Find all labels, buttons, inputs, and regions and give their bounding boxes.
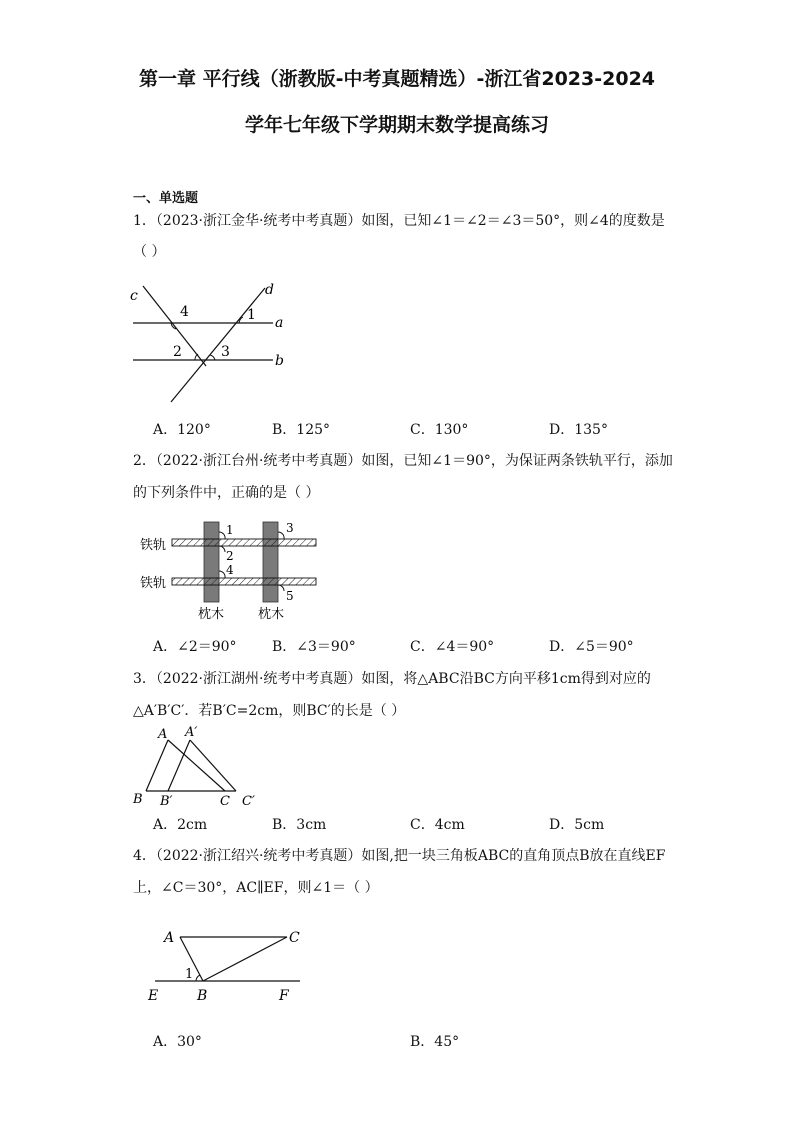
section-heading: 一、单选题 [133,191,199,206]
q1-stem-line2: （ ） [133,244,166,260]
q4-label-E: E [148,988,159,1004]
q2-label-rail-top: 铁轨 [140,538,167,553]
q2-option-d: D．∠5＝90° [549,639,634,655]
q3-label-C-prime: C′ [242,794,255,808]
q1-stem-line1: 1．（2023·浙江金华·统考中考真题）如图，已知∠1＝∠2＝∠3＝50°，则∠4的度数是 [133,213,665,229]
q4-option-b: B．45° [410,1034,460,1050]
q2-stem-line1: 2．（2022·浙江台州·统考中考真题）如图，已知∠1＝90°，为保证两条铁轨平行，添加 [133,453,673,469]
doc-title-line2: 学年七年级下学期期末数学提高练习 [244,114,549,136]
q4-stem-line1: 4．（2022·浙江绍兴·统考中考真题）如图,把一块三角板ABC的直角顶点B放在直线EF [133,848,666,864]
q1-label-b: b [275,353,284,369]
q3-label-B: B [133,792,143,807]
q1-option-c: C．130° [410,422,469,438]
q3-stem-line1: 3．（2022·浙江湖州·统考中考真题）如图，将△ABC沿BC方向平移1cm得到对应的 [133,671,651,687]
q1-option-a: A．120° [153,422,211,438]
q2-label-3: 3 [286,521,294,535]
q1-label-1: 1 [247,307,256,323]
q2-label-5: 5 [286,589,294,603]
q4-option-a: A．30° [153,1034,202,1050]
q3-option-a: A．2cm [153,817,208,833]
q2-label-2: 2 [226,549,234,563]
q4-stem-line2: 上，∠C＝30°，AC∥EF，则∠1＝（ ） [133,880,379,896]
q2-option-a: A．∠2＝90° [153,639,237,655]
q1-label-c: c [130,288,138,304]
q2-option-c: C．∠4＝90° [410,639,495,655]
q1-figure [125,278,295,408]
q4-label-1: 1 [185,967,194,982]
q2-label-tie-left: 枕木 [198,607,225,622]
q4-label-B: B [197,988,208,1004]
q2-label-rail-bottom: 铁轨 [140,576,167,591]
q2-label-1: 1 [226,523,234,537]
q3-label-C: C [220,794,230,808]
doc-title-line1: 第一章 平行线（浙教版-中考真题精选）-浙江省2023-2024 [138,68,656,90]
q1-option-b: B．125° [272,422,331,438]
q4-label-F: F [279,988,289,1004]
q4-label-A: A [164,930,175,946]
q3-option-d: D．5cm [549,817,605,833]
q3-stem-line2: △A′B′C′．若B′C=2cm，则BC′的长是（ ） [133,703,406,719]
q3-option-b: B．3cm [272,817,327,833]
q2-figure [138,516,328,626]
q1-label-a: a [275,315,284,331]
q3-label-A-prime: A′ [185,726,198,740]
q2-label-tie-right: 枕木 [258,607,285,622]
q2-stem-line2: 的下列条件中，正确的是（ ） [133,485,320,501]
q3-figure [130,726,270,808]
q1-label-2: 2 [173,344,182,360]
q1-option-d: D．135° [549,422,608,438]
q2-option-b: B．∠3＝90° [272,639,356,655]
q2-label-4: 4 [226,563,234,577]
q4-figure [140,920,310,1006]
q4-label-C: C [289,930,300,946]
q3-label-B-prime: B′ [160,794,173,808]
q1-label-3: 3 [221,344,230,360]
q3-label-A: A [158,727,168,742]
q1-label-d: d [265,282,274,298]
q3-option-c: C．4cm [410,817,465,833]
q1-label-4: 4 [180,304,189,320]
